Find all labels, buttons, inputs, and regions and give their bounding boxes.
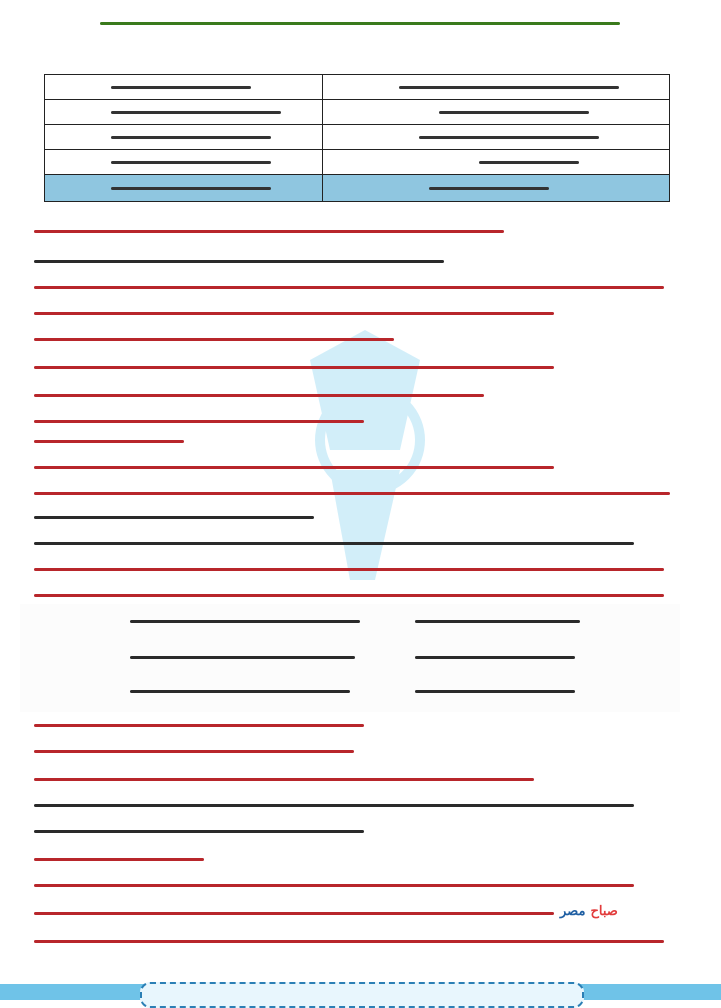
text-line [415,656,575,659]
table-row [45,75,670,100]
text-line [34,516,314,519]
text-line [34,594,664,597]
text-line [34,858,204,861]
text-line [34,492,670,495]
logo-text-right: مصر [560,903,586,918]
table-cell [323,175,670,202]
text-line [34,312,554,315]
text-line [415,620,580,623]
table-cell [323,100,670,125]
header-text-line [100,22,620,25]
text-line [34,260,444,263]
footer-banner [140,982,584,1008]
text-line [34,286,664,289]
table-cell [45,75,323,100]
text-line [34,230,504,233]
text-line [34,466,554,469]
text-line [34,912,554,915]
table-cell [45,100,323,125]
page-header [100,18,620,44]
info-table [44,74,670,202]
section-heading-line [34,440,184,443]
text-line [34,750,354,753]
text-line [34,420,364,423]
table-row [45,100,670,125]
text-line [34,778,534,781]
text-line [34,724,364,727]
text-line [34,940,664,943]
text-line [130,656,355,659]
table-row [45,150,670,175]
table-cell [323,75,670,100]
logo-text-left: صباح [590,903,618,918]
table-cell [45,175,323,202]
text-line [34,338,394,341]
text-line [34,884,634,887]
text-line [130,620,360,623]
table-cell [323,150,670,175]
text-line [130,690,350,693]
watermark-emblem-icon [290,330,440,590]
table-cell [45,150,323,175]
text-line [34,366,554,369]
text-line [34,542,634,545]
text-line [34,830,364,833]
text-line [34,804,634,807]
site-logo [560,900,670,924]
text-line [415,690,575,693]
table-row [45,125,670,150]
text-line [34,394,484,397]
table-cell [323,125,670,150]
table-cell [45,125,323,150]
text-line [34,568,664,571]
table-row-highlight [45,175,670,202]
